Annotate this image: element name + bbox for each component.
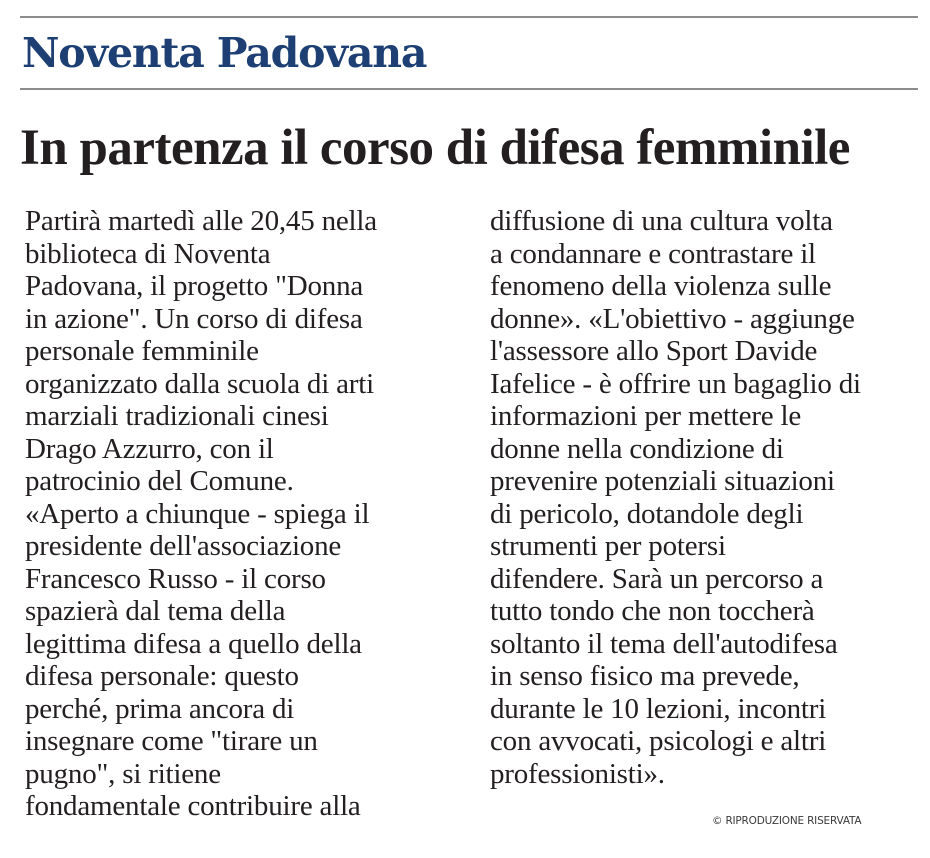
copyright-notice: © RIPRODUZIONE RISERVATA	[712, 815, 862, 827]
body-line: Padovana, il progetto "Donna	[25, 270, 364, 302]
body-line: a condannare e contrastare il	[490, 237, 816, 270]
body-line: personale femminile	[25, 335, 259, 367]
body-line: prevenire potenziali situazioni	[490, 465, 835, 497]
body-line: con avvocati, psicologi e altri	[490, 725, 827, 757]
body-line: legittima difesa a quello della	[25, 627, 362, 660]
body-line: l'assessore allo Sport Davide	[490, 335, 818, 367]
body-line: marziali tradizionali cinesi	[25, 400, 329, 432]
body-line: diffusione di una cultura volta	[490, 205, 833, 237]
body-line: durante le 10 lezioni, incontri	[490, 692, 827, 725]
body-line: donne». «L'obiettivo - aggiunge	[490, 302, 855, 335]
body-line: spazierà dal tema della	[25, 595, 286, 627]
body-line: perché, prima ancora di	[25, 692, 295, 725]
body-line: tutto tondo che non toccherà	[490, 595, 815, 627]
body-line: pugno", si ritiene	[25, 757, 221, 790]
article-headline: In partenza il corso di difesa femminile	[20, 120, 850, 176]
body-line: difesa personale: questo	[25, 660, 299, 692]
body-line: di pericolo, dotandole degli	[490, 497, 804, 530]
body-line: insegnare come "tirare un	[25, 725, 318, 757]
section-divider-rule	[20, 88, 918, 90]
body-line: presidente dell'associazione	[25, 530, 342, 562]
body-line: Drago Azzurro, con il	[25, 432, 274, 465]
body-line: in senso fisico ma prevede,	[490, 660, 800, 692]
section-title: Noventa Padovana	[22, 29, 427, 77]
body-line: informazioni per mettere le	[490, 400, 802, 432]
body-line: strumenti per potersi	[490, 530, 726, 562]
body-line: difendere. Sarà un percorso a	[490, 562, 824, 595]
body-line: Iafelice - è offrire un bagaglio di	[490, 367, 861, 400]
body-line: in azione". Un corso di difesa	[25, 302, 363, 335]
body-line: biblioteca di Noventa	[25, 237, 271, 270]
body-line: donne nella condizione di	[490, 432, 784, 465]
body-line: fenomeno della violenza sulle	[490, 270, 832, 302]
top-rule	[20, 16, 918, 18]
body-line: Francesco Russo - il corso	[25, 562, 326, 595]
body-line: professionisti».	[490, 757, 665, 790]
article-body-right-column	[490, 205, 930, 790]
body-line: soltanto il tema dell'autodifesa	[490, 627, 838, 660]
body-line: patrocinio del Comune.	[25, 465, 294, 497]
article-body-left-column	[25, 205, 480, 823]
body-line: Partirà martedì alle 20,45 nella	[25, 205, 377, 237]
body-line: organizzato dalla scuola di arti	[25, 367, 374, 400]
body-line: fondamentale contribuire alla	[25, 790, 361, 822]
body-line: «Aperto a chiunque - spiega il	[25, 497, 370, 530]
